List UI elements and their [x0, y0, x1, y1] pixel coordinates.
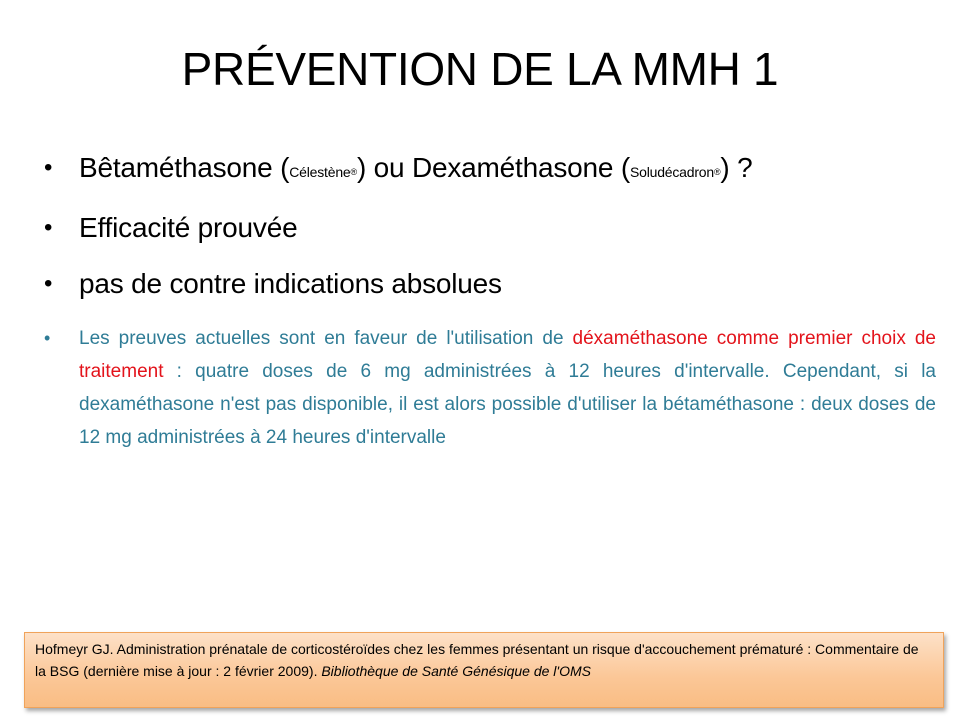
registered-mark: ®	[713, 167, 721, 177]
bullet-dot-icon: •	[44, 214, 53, 241]
note-text-after: : quatre doses de 6 mg administrées à 12 heures d'intervalle. Cependant, si la dexaméthasone n'est pas disponible, il est alors possible d'utiliser la bétaméthasone : deux doses de 12 mg administrées à 24 heures d'intervalle	[79, 361, 936, 448]
bullet-text: pas de contre indications absolues	[79, 268, 502, 299]
bullet-list	[44, 150, 944, 454]
bullet-dot-icon: •	[44, 270, 53, 297]
reference-box	[24, 632, 944, 708]
registered-mark: ®	[350, 167, 357, 177]
bullet-text-part2: ) ou Dexaméthasone (	[356, 152, 630, 183]
brand-soludecadron: Soludécadron	[629, 164, 714, 180]
bullet-item-contraindications	[44, 266, 944, 302]
reference-text: Hofmeyr GJ. Administration prénatale de corticostéroïdes chez les femmes présentant un risque d'accouchement prématuré : Commentaire de la BSG (dernière mise à jour : 2 février 2009).	[35, 641, 919, 679]
bullet-item-efficacy	[44, 210, 944, 246]
note-text-before: Les preuves actuelles sont en faveur de l'utilisation de	[79, 328, 573, 349]
bullet-text: Efficacité prouvée	[79, 212, 298, 243]
bullet-text-part3: ) ?	[720, 152, 753, 183]
bullet-item-evidence-note	[44, 322, 936, 454]
bullet-text-part1: Bêtaméthasone (	[79, 152, 290, 183]
note-highlight: déxaméthasone comme premier choix de traitement	[79, 328, 936, 382]
bullet-dot-icon: •	[44, 328, 51, 348]
slide-title: PRÉVENTION DE LA MMH 1	[181, 43, 779, 95]
brand-celestene: Célestène	[289, 164, 351, 180]
bullet-item-corticosteroids	[44, 150, 944, 190]
reference-source: Bibliothèque de Santé Génésique de l'OMS	[321, 663, 591, 679]
bullet-dot-icon: •	[44, 154, 53, 181]
